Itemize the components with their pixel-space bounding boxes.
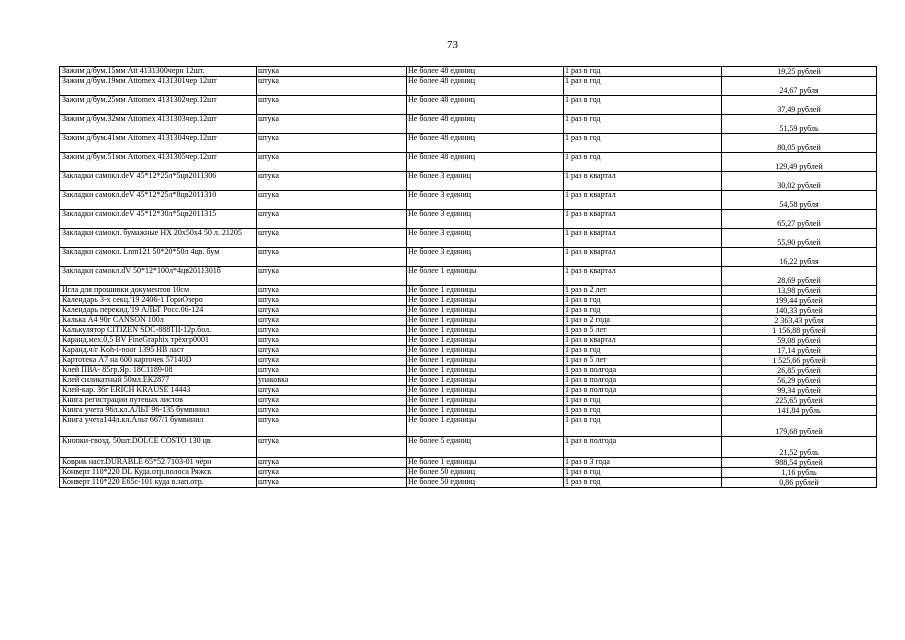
frequency-cell: 1 раз в полгода — [564, 437, 722, 458]
item-name-cell: Клей ПВА- 85гр.Яр. 18С1189-08 — [60, 366, 257, 376]
item-name-cell: Калькулятор CITIZEN SDC-888TII-12р.бол. — [60, 326, 257, 336]
table-row — [60, 356, 877, 366]
quantity-cell: Не более 48 единиц — [407, 153, 564, 172]
frequency-cell: 1 раз в полгода — [564, 386, 722, 396]
item-name-cell: Закладки самокл.dV 50*12*100л*4цв2011301б — [60, 267, 257, 286]
item-name-cell: Коврик наст.DURABLE 65*52 7103-01 чёрн — [60, 458, 257, 468]
table-row — [60, 406, 877, 416]
item-name-cell: Клей-кар. 36г ERICH KRAUSE 14443 — [60, 386, 257, 396]
item-name-cell: Зажим д/бум.32мм Attomex 4131303чер.12шт — [60, 115, 257, 134]
unit-cell: штука — [257, 77, 407, 96]
quantity-cell: Не более 48 единиц — [407, 115, 564, 134]
item-name-cell: Зажим д/бум.51мм Attomex 4131305чер.12шт — [60, 153, 257, 172]
frequency-cell: 1 раз в 2 года — [564, 316, 722, 326]
item-name-cell: Кнопки-гвозд. 50шт.DOLCE COSTO 130 цв — [60, 437, 257, 458]
table-row — [60, 468, 877, 478]
frequency-cell: 1 раз в год — [564, 346, 722, 356]
item-name-cell: Книга регистрации путевых листов — [60, 396, 257, 406]
frequency-cell: 1 раз в квартал — [564, 267, 722, 286]
quantity-cell: Не более 1 единицы — [407, 356, 564, 366]
frequency-cell: 1 раз в полгода — [564, 366, 722, 376]
price-cell: 1 525,66 рублей — [722, 356, 877, 366]
price-cell: 59,08 рублей — [722, 336, 877, 346]
quantity-cell: Не более 1 единицы — [407, 458, 564, 468]
quantity-cell: Не более 1 единицы — [407, 376, 564, 386]
table-row — [60, 248, 877, 267]
item-name-cell: Каранд.мех.0,5 BV FineGraphix трёхгр0001 — [60, 336, 257, 346]
quantity-cell: Не более 3 единиц — [407, 172, 564, 191]
quantity-cell: Не более 1 единицы — [407, 406, 564, 416]
frequency-cell: 1 раз в квартал — [564, 229, 722, 248]
price-cell: 179,68 рублей — [722, 416, 877, 437]
price-cell: 99,34 рублей — [722, 386, 877, 396]
quantity-cell: Не более 3 единиц — [407, 248, 564, 267]
unit-cell: штука — [257, 115, 407, 134]
frequency-cell: 1 раз в год — [564, 96, 722, 115]
unit-cell: штука — [257, 229, 407, 248]
quantity-cell: Не более 1 единицы — [407, 267, 564, 286]
quantity-cell: Не более 1 единицы — [407, 386, 564, 396]
frequency-cell: 1 раз в квартал — [564, 336, 722, 346]
item-name-cell: Книга учета144л.кл.Альт 667/1 бумвинил — [60, 416, 257, 437]
unit-cell: штука — [257, 386, 407, 396]
table-row — [60, 416, 877, 437]
unit-cell: штука — [257, 96, 407, 115]
quantity-cell: Не более 1 единицы — [407, 326, 564, 336]
quantity-cell: Не более 1 единицы — [407, 296, 564, 306]
frequency-cell: 1 раз в 2 лет — [564, 286, 722, 296]
unit-cell: упаковка — [257, 376, 407, 386]
frequency-cell: 1 раз в 5 лет — [564, 356, 722, 366]
table-row — [60, 458, 877, 468]
quantity-cell: Не более 48 единиц — [407, 134, 564, 153]
quantity-cell: Не более 1 единицы — [407, 396, 564, 406]
unit-cell: штука — [257, 296, 407, 306]
quantity-cell: Не более 1 единицы — [407, 416, 564, 437]
item-name-cell: Календарь 3-х секц.'19 2406-1 ГориОзеро — [60, 296, 257, 306]
norms-table — [59, 66, 877, 488]
item-name-cell: Закладки самокл.deV 45*12*30л*5цв2011315 — [60, 210, 257, 229]
price-cell: 225,65 рублей — [722, 396, 877, 406]
item-name-cell: Зажим д/бум.19мм Attomex 4131301чер 12шт — [60, 77, 257, 96]
table-row — [60, 172, 877, 191]
price-cell: 140,33 рублей — [722, 306, 877, 316]
unit-cell: штука — [257, 458, 407, 468]
quantity-cell: Не более 1 единицы — [407, 366, 564, 376]
frequency-cell: 1 раз в год — [564, 77, 722, 96]
frequency-cell: 1 раз в год — [564, 468, 722, 478]
price-cell: 13,98 рублей — [722, 286, 877, 296]
frequency-cell: 1 раз в год — [564, 306, 722, 316]
unit-cell: штука — [257, 153, 407, 172]
quantity-cell: Не более 48 единиц — [407, 67, 564, 77]
frequency-cell: 1 раз в год — [564, 416, 722, 437]
item-name-cell: Каранд.ч/г Koh-i-noor 1395 НВ ласт — [60, 346, 257, 356]
price-cell: 141,84 рубль — [722, 406, 877, 416]
table-row — [60, 386, 877, 396]
frequency-cell: 1 раз в квартал — [564, 191, 722, 210]
item-name-cell: Картотека А7 на 600 карточек 57140D — [60, 356, 257, 366]
frequency-cell: 1 раз в год — [564, 67, 722, 77]
unit-cell: штука — [257, 172, 407, 191]
table-row — [60, 153, 877, 172]
price-cell: 1,16 рубль — [722, 468, 877, 478]
item-name-cell: Закладки самокл.deV 45*12*25л*5цв2011306 — [60, 172, 257, 191]
item-name-cell: Зажим д/бум.41мм Attomex 4131304чер.12шт — [60, 134, 257, 153]
unit-cell: штука — [257, 306, 407, 316]
unit-cell: штука — [257, 191, 407, 210]
price-cell: 54,58 рубля — [722, 191, 877, 210]
price-cell: 1 156,88 рублей — [722, 326, 877, 336]
unit-cell: штука — [257, 67, 407, 77]
quantity-cell: Не более 3 единиц — [407, 229, 564, 248]
unit-cell: штука — [257, 406, 407, 416]
price-cell: 988,54 рублей — [722, 458, 877, 468]
quantity-cell: Не более 50 единиц — [407, 468, 564, 478]
quantity-cell: Не более 1 единицы — [407, 346, 564, 356]
price-cell: 55,90 рублей — [722, 229, 877, 248]
page-number: 73 — [447, 39, 458, 51]
item-name-cell: Конверт 110*220 DL Куда.отр.полоса Ряжск — [60, 468, 257, 478]
quantity-cell: Не более 48 единиц — [407, 77, 564, 96]
item-name-cell: Закладки самокл. Lnm121 50*20*50л 4цв. бум — [60, 248, 257, 267]
unit-cell: штука — [257, 336, 407, 346]
unit-cell: штука — [257, 366, 407, 376]
quantity-cell: Не более 3 единиц — [407, 191, 564, 210]
frequency-cell: 1 раз в 3 года — [564, 458, 722, 468]
item-name-cell: Зажим д/бум.15мм Att 4131300черн 12шт. — [60, 67, 257, 77]
item-name-cell: Книга учета 96л.кл.АЛЬТ 96-135 бумвинил — [60, 406, 257, 416]
item-name-cell: Закладки самокл.deV 45*12*25л*8цв2011310 — [60, 191, 257, 210]
table-row — [60, 267, 877, 286]
unit-cell: штука — [257, 210, 407, 229]
price-cell: 37,49 рублей — [722, 96, 877, 115]
price-cell: 17,14 рублей — [722, 346, 877, 356]
price-cell: 65,27 рублей — [722, 210, 877, 229]
quantity-cell: Не более 1 единицы — [407, 316, 564, 326]
item-name-cell: Конверт 110*220 Е65с-101 куда в.зап.отр. — [60, 478, 257, 488]
price-cell: 26,85 рублей — [722, 366, 877, 376]
table-row — [60, 115, 877, 134]
price-cell: 199,44 рублей — [722, 296, 877, 306]
price-cell: 51,59 рубль — [722, 115, 877, 134]
unit-cell: штука — [257, 248, 407, 267]
item-name-cell: Клей силикатный 50мл.ЕК2877 — [60, 376, 257, 386]
quantity-cell: Не более 50 единиц — [407, 478, 564, 488]
unit-cell: штука — [257, 316, 407, 326]
price-cell: 19,25 рублей — [722, 67, 877, 77]
table-row — [60, 286, 877, 296]
frequency-cell: 1 раз в год — [564, 115, 722, 134]
quantity-cell: Не более 3 единиц — [407, 210, 564, 229]
table-row — [60, 67, 877, 77]
unit-cell: штука — [257, 346, 407, 356]
table-row — [60, 376, 877, 386]
item-name-cell: Калька А4 90г CANSON 100л — [60, 316, 257, 326]
table-row — [60, 366, 877, 376]
table-row — [60, 96, 877, 115]
frequency-cell: 1 раз в квартал — [564, 248, 722, 267]
frequency-cell: 1 раз в квартал — [564, 172, 722, 191]
frequency-cell: 1 раз в год — [564, 153, 722, 172]
quantity-cell: Не более 48 единиц — [407, 96, 564, 115]
table-row — [60, 326, 877, 336]
price-cell: 21,52 рубль — [722, 437, 877, 458]
table-row — [60, 210, 877, 229]
unit-cell: штука — [257, 267, 407, 286]
unit-cell: штука — [257, 437, 407, 458]
item-name-cell: Календарь перекид.'19 АЛЬТ Росс.06-124 — [60, 306, 257, 316]
unit-cell: штука — [257, 286, 407, 296]
frequency-cell: 1 раз в год — [564, 396, 722, 406]
table-row — [60, 77, 877, 96]
quantity-cell: Не более 1 единицы — [407, 306, 564, 316]
table-row — [60, 336, 877, 346]
table-row — [60, 478, 877, 488]
frequency-cell: 1 раз в год — [564, 134, 722, 153]
unit-cell: штука — [257, 416, 407, 437]
unit-cell: штука — [257, 326, 407, 336]
table-row — [60, 191, 877, 210]
unit-cell: штука — [257, 468, 407, 478]
item-name-cell: Зажим д/бум.25мм Attomex 4131302чер.12шт — [60, 96, 257, 115]
table-row — [60, 316, 877, 326]
unit-cell: штука — [257, 356, 407, 366]
price-cell: 16,22 рубля — [722, 248, 877, 267]
frequency-cell: 1 раз в год — [564, 478, 722, 488]
quantity-cell: Не более 5 единиц — [407, 437, 564, 458]
quantity-cell: Не более 1 единицы — [407, 286, 564, 296]
item-name-cell: Закладки самокл. бумажные HX 20x50x4 50 л. 21205 — [60, 229, 257, 248]
table-row — [60, 296, 877, 306]
price-cell: 24,67 рубля — [722, 77, 877, 96]
item-name-cell: Игла для прошивки документов 10см — [60, 286, 257, 296]
price-cell: 28,69 рублей — [722, 267, 877, 286]
frequency-cell: 1 раз в полгода — [564, 376, 722, 386]
table-row — [60, 229, 877, 248]
price-cell: 2 363,43 рубля — [722, 316, 877, 326]
table-row — [60, 306, 877, 316]
price-cell: 30,02 рублей — [722, 172, 877, 191]
table-row — [60, 396, 877, 406]
price-cell: 80,05 рублей — [722, 134, 877, 153]
norms-table-body — [60, 67, 877, 488]
unit-cell: штука — [257, 396, 407, 406]
price-cell: 0,86 рублей — [722, 478, 877, 488]
price-cell: 129,49 рублей — [722, 153, 877, 172]
frequency-cell: 1 раз в 5 лет — [564, 326, 722, 336]
frequency-cell: 1 раз в квартал — [564, 210, 722, 229]
price-cell: 56,29 рублей — [722, 376, 877, 386]
table-row — [60, 346, 877, 356]
unit-cell: штука — [257, 478, 407, 488]
frequency-cell: 1 раз в год — [564, 406, 722, 416]
frequency-cell: 1 раз в год — [564, 296, 722, 306]
table-row — [60, 437, 877, 458]
unit-cell: штука — [257, 134, 407, 153]
quantity-cell: Не более 1 единицы — [407, 336, 564, 346]
table-row — [60, 134, 877, 153]
